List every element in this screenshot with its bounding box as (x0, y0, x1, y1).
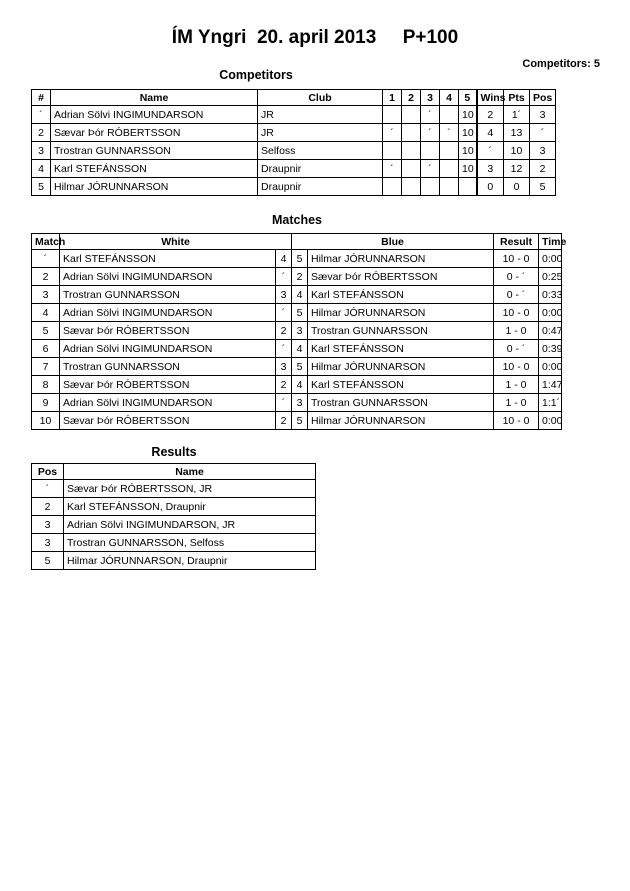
col-header-pos: Pos (530, 90, 556, 106)
blue-player: Hilmar JÓRUNNARSON (308, 250, 494, 268)
white-player: Trostran GUNNARSSON (60, 286, 276, 304)
round-1-score: ´ (383, 160, 402, 178)
match-result: 10 - 0 (494, 412, 539, 430)
competitor-row (32, 178, 556, 196)
result-row (32, 516, 316, 534)
white-player-number: 2 (276, 412, 292, 430)
match-number: 6 (32, 340, 60, 358)
competitor-name: Trostran GUNNARSSON (51, 142, 258, 160)
competitor-points: 13 (504, 124, 530, 142)
col-header-match: Match (32, 234, 60, 250)
col-header-time: Time (539, 234, 562, 250)
col-header-pts: Pts (504, 90, 530, 106)
col-header-num: # (32, 90, 51, 106)
blue-player: Hilmar JÓRUNNARSON (308, 304, 494, 322)
competitor-position: 2 (530, 160, 556, 178)
blue-player: Hilmar JÓRUNNARSON (308, 412, 494, 430)
blue-player-number: 5 (292, 250, 308, 268)
blue-player: Trostran GUNNARSSON (308, 322, 494, 340)
white-player: Adrian Sölvi INGIMUNDARSON (60, 394, 276, 412)
round-3-score (421, 178, 440, 196)
competitor-wins: 4 (477, 124, 504, 142)
competitor-wins: 3 (477, 160, 504, 178)
match-result: 1 - 0 (494, 394, 539, 412)
round-4-score (440, 142, 459, 160)
match-time: 1:1´ (539, 394, 562, 412)
blue-player: Karl STEFÁNSSON (308, 376, 494, 394)
blue-player-number: 4 (292, 286, 308, 304)
match-time: 0:00 (539, 358, 562, 376)
white-player-number: 3 (276, 286, 292, 304)
result-name: Hilmar JÓRUNNARSON, Draupnir (64, 552, 316, 570)
result-name: Sævar Þór RÓBERTSSON, JR (64, 480, 316, 498)
result-row (32, 534, 316, 552)
round-1-score (383, 178, 402, 196)
competitor-club: JR (258, 124, 383, 142)
col-header-result: Result (494, 234, 539, 250)
round-4-score (440, 106, 459, 124)
competitor-number: ´ (32, 106, 51, 124)
matches-heading: Matches (271, 213, 323, 227)
match-number: 10 (32, 412, 60, 430)
col-header-r3: 3 (421, 90, 440, 106)
result-row (32, 552, 316, 570)
white-player: Sævar Þór RÓBERTSSON (60, 322, 276, 340)
competitor-name: Adrian Sölvi INGIMUNDARSON (51, 106, 258, 124)
matches-header-row (32, 234, 562, 250)
match-number: 4 (32, 304, 60, 322)
round-2-score (402, 124, 421, 142)
match-time: 0:00 (539, 304, 562, 322)
match-result: 0 - ´ (494, 286, 539, 304)
match-result: 0 - ´ (494, 340, 539, 358)
result-row (32, 498, 316, 516)
round-2-score (402, 142, 421, 160)
match-number: 7 (32, 358, 60, 376)
blue-player: Karl STEFÁNSSON (308, 340, 494, 358)
blue-player: Hilmar JÓRUNNARSON (308, 358, 494, 376)
blue-player: Sævar Þór RÓBERTSSON (308, 268, 494, 286)
competitor-wins: 2 (477, 106, 504, 124)
match-time: 0:25 (539, 268, 562, 286)
blue-player-number: 3 (292, 394, 308, 412)
col-header-wins: Wins (477, 90, 504, 106)
col-header-name: Name (51, 90, 258, 106)
match-row (32, 358, 562, 376)
blue-player-number: 4 (292, 376, 308, 394)
competitor-number: 3 (32, 142, 51, 160)
result-position: ´ (32, 480, 64, 498)
white-player-number: ´ (276, 340, 292, 358)
match-time: 0:00 (539, 412, 562, 430)
match-row (32, 322, 562, 340)
round-5-score: 10 (459, 106, 477, 124)
results-header-row (32, 464, 316, 480)
white-player-number: 2 (276, 322, 292, 340)
result-position: 3 (32, 516, 64, 534)
match-row (32, 412, 562, 430)
col-header-r2: 2 (402, 90, 421, 106)
results-table (31, 463, 316, 570)
blue-player: Karl STEFÁNSSON (308, 286, 494, 304)
match-row (32, 286, 562, 304)
match-row (32, 376, 562, 394)
competitor-points: 0 (504, 178, 530, 196)
col-header-res-name: Name (64, 464, 316, 480)
competitor-row (32, 142, 556, 160)
competitor-points: 10 (504, 142, 530, 160)
competitor-number: 5 (32, 178, 51, 196)
match-row (32, 268, 562, 286)
competitor-number: 4 (32, 160, 51, 178)
round-3-score: ´ (421, 106, 440, 124)
round-3-score (421, 142, 440, 160)
round-4-score: ´ (440, 124, 459, 142)
match-time: 0:00 (539, 250, 562, 268)
blue-player-number: 2 (292, 268, 308, 286)
blue-player-number: 5 (292, 304, 308, 322)
match-row (32, 304, 562, 322)
round-1-score: ´ (383, 124, 402, 142)
competitor-position: 3 (530, 142, 556, 160)
result-position: 5 (32, 552, 64, 570)
match-number: 5 (32, 322, 60, 340)
match-row (32, 250, 562, 268)
match-result: 10 - 0 (494, 250, 539, 268)
blue-player-number: 3 (292, 322, 308, 340)
competitors-count: Competitors: 5 (522, 58, 600, 70)
result-name: Karl STEFÁNSSON, Draupnir (64, 498, 316, 516)
match-time: 0:39 (539, 340, 562, 358)
match-row (32, 394, 562, 412)
col-header-white: White (60, 234, 292, 250)
round-4-score (440, 160, 459, 178)
white-player: Adrian Sölvi INGIMUNDARSON (60, 340, 276, 358)
col-header-res-pos: Pos (32, 464, 64, 480)
match-time: 1:47 (539, 376, 562, 394)
col-header-r5: 5 (459, 90, 477, 106)
match-result: 0 - ´ (494, 268, 539, 286)
result-row (32, 480, 316, 498)
competitor-row (32, 106, 556, 124)
competitor-wins: 0 (477, 178, 504, 196)
white-player-number: ´ (276, 304, 292, 322)
col-header-r4: 4 (440, 90, 459, 106)
competitor-name: Hilmar JÓRUNNARSON (51, 178, 258, 196)
competitor-name: Sævar Þór RÓBERTSSON (51, 124, 258, 142)
white-player-number: ´ (276, 394, 292, 412)
round-5-score: 10 (459, 124, 477, 142)
white-player: Karl STEFÁNSSON (60, 250, 276, 268)
col-header-club: Club (258, 90, 383, 106)
result-position: 3 (32, 534, 64, 552)
competitor-row (32, 124, 556, 142)
competitors-table (31, 89, 556, 196)
round-3-score: ´ (421, 160, 440, 178)
white-player-number: ´ (276, 268, 292, 286)
col-header-blue: Blue (292, 234, 494, 250)
result-name: Trostran GUNNARSSON, Selfoss (64, 534, 316, 552)
round-2-score (402, 106, 421, 124)
result-position: 2 (32, 498, 64, 516)
competitor-club: JR (258, 106, 383, 124)
white-player: Adrian Sölvi INGIMUNDARSON (60, 304, 276, 322)
round-5-score: 10 (459, 160, 477, 178)
round-5-score (459, 178, 477, 196)
results-heading: Results (151, 445, 197, 459)
round-4-score (440, 178, 459, 196)
match-result: 10 - 0 (494, 304, 539, 322)
matches-table (31, 233, 567, 430)
match-number: 9 (32, 394, 60, 412)
blue-player-number: 5 (292, 412, 308, 430)
white-player-number: 4 (276, 250, 292, 268)
match-row (32, 340, 562, 358)
competitor-points: 12 (504, 160, 530, 178)
competitor-name: Karl STEFÁNSSON (51, 160, 258, 178)
white-player-number: 3 (276, 358, 292, 376)
white-player: Sævar Þór RÓBERTSSON (60, 412, 276, 430)
white-player-number: 2 (276, 376, 292, 394)
match-number: ´ (32, 250, 60, 268)
match-time: 0:47 (539, 322, 562, 340)
competitor-points: 1´ (504, 106, 530, 124)
match-number: 2 (32, 268, 60, 286)
col-header-r1: 1 (383, 90, 402, 106)
competitor-club: Selfoss (258, 142, 383, 160)
round-1-score (383, 142, 402, 160)
match-number: 8 (32, 376, 60, 394)
blue-player: Trostran GUNNARSSON (308, 394, 494, 412)
competitors-heading: Competitors (219, 68, 293, 82)
match-result: 10 - 0 (494, 358, 539, 376)
white-player: Adrian Sölvi INGIMUNDARSON (60, 268, 276, 286)
result-name: Adrian Sölvi INGIMUNDARSON, JR (64, 516, 316, 534)
blue-player-number: 5 (292, 358, 308, 376)
competitor-number: 2 (32, 124, 51, 142)
competitor-position: ´ (530, 124, 556, 142)
competitor-position: 3 (530, 106, 556, 124)
round-1-score (383, 106, 402, 124)
competitor-wins: ´ (477, 142, 504, 160)
page-title: ÍM Yngri 20. april 2013 P+100 (171, 27, 459, 48)
match-number: 3 (32, 286, 60, 304)
round-5-score: 10 (459, 142, 477, 160)
match-result: 1 - 0 (494, 376, 539, 394)
competitor-club: Draupnir (258, 178, 383, 196)
match-result: 1 - 0 (494, 322, 539, 340)
blue-player-number: 4 (292, 340, 308, 358)
competitor-club: Draupnir (258, 160, 383, 178)
white-player: Sævar Þór RÓBERTSSON (60, 376, 276, 394)
competitor-row (32, 160, 556, 178)
round-2-score (402, 178, 421, 196)
match-time: 0:33 (539, 286, 562, 304)
competitors-header-row (32, 90, 556, 106)
round-3-score: ´ (421, 124, 440, 142)
white-player: Trostran GUNNARSSON (60, 358, 276, 376)
competitor-position: 5 (530, 178, 556, 196)
round-2-score (402, 160, 421, 178)
